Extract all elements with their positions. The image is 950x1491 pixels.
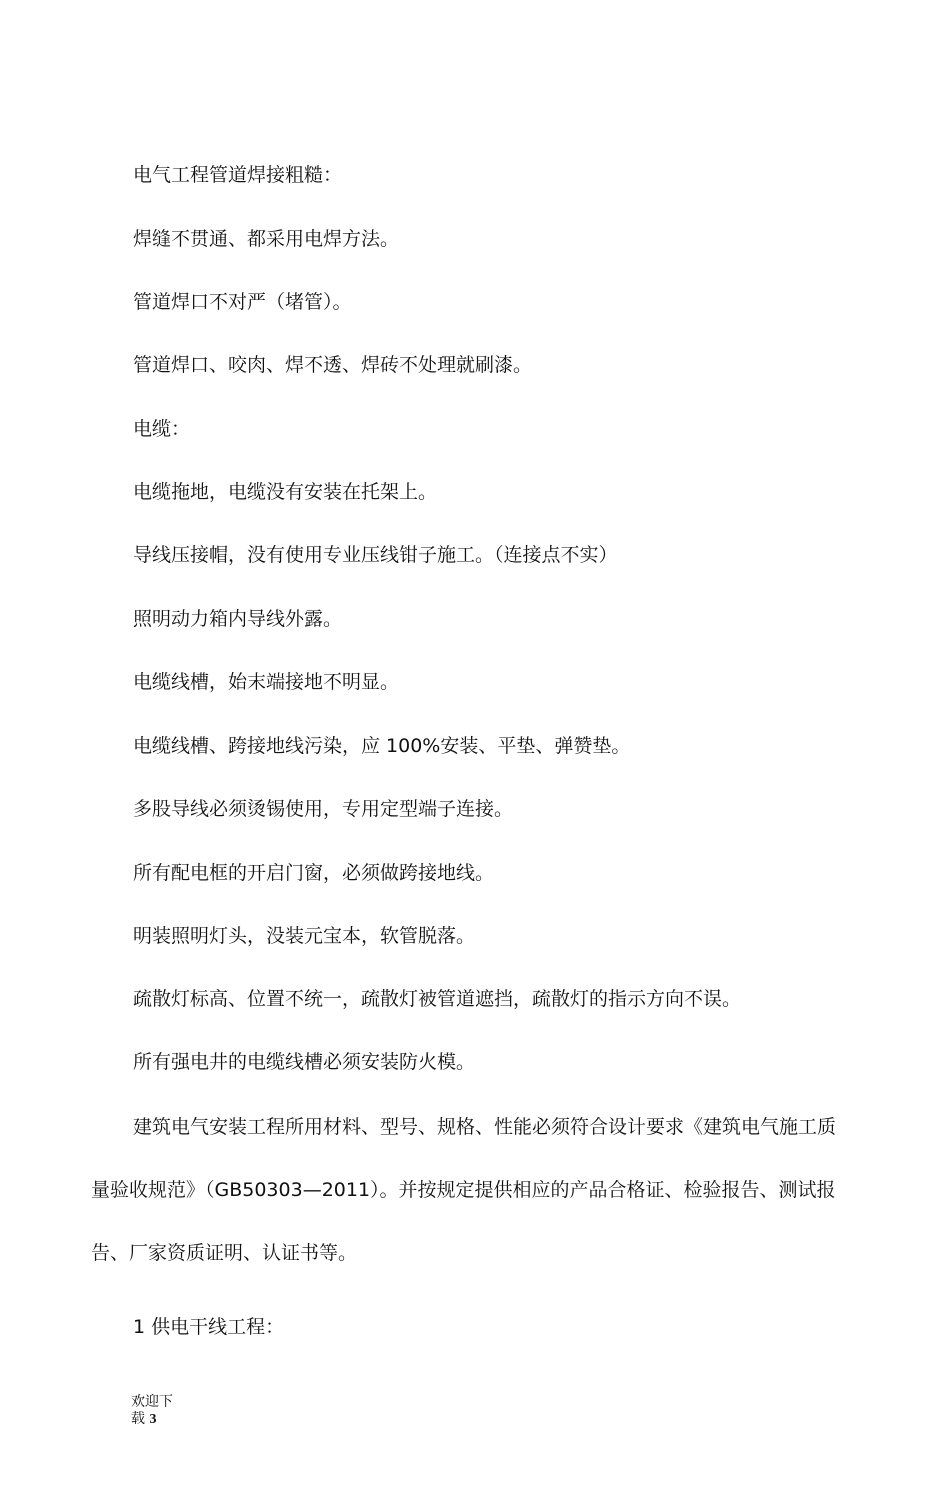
paragraph-box-wires: 照明动力箱内导线外露。 [133, 608, 343, 630]
paragraph-material-requirements [91, 1115, 871, 1304]
paragraph-crimp-cap: 导线压接帽，没有使用专业压线钳子施工。（连接点不实） [133, 544, 618, 566]
paragraph-weld-seam: 焊缝不贯通、都采用电焊方法。 [133, 228, 400, 250]
footer-line-1: 欢迎下 [131, 1394, 173, 1410]
material-line-1: 建筑电气安装工程所用材料、型号、规格、性能必须符合设计要求《建筑电气施工质 [133, 1116, 837, 1138]
section-heading-power-trunk: 1 供电干线工程： [133, 1316, 285, 1338]
paragraph-jumper-ground: 电缆线槽、跨接地线污染，应 100%安装、平垫、弹赞垫。 [133, 735, 631, 757]
paragraph-lamp-holder: 明装照明灯头，没装元宝本，软管脱落。 [133, 925, 476, 947]
page-number: 3 [149, 1412, 157, 1427]
paragraph-evacuation-lights: 疏散灯标高、位置不统一，疏散灯被管道遮挡，疏散灯的指示方向不误。 [133, 988, 742, 1010]
paragraph-weld-defects: 管道焊口、咬肉、焊不透、焊砖不处理就刷漆。 [133, 354, 533, 376]
paragraph-stranded-wire: 多股导线必须烫锡使用，专用定型端子连接。 [133, 798, 514, 820]
page-footer [131, 1394, 173, 1428]
paragraph-fire-seal: 所有强电井的电缆线槽必须安装防火模。 [133, 1051, 476, 1073]
material-line-2: 量验收规范》（GB50303—2011）。并按规定提供相应的产品合格证、检验报告、测试报 [91, 1179, 836, 1201]
paragraph-weld-alignment: 管道焊口不对严（堵管）。 [133, 291, 352, 313]
material-line-3: 告、厂家资质证明、认证书等。 [91, 1242, 358, 1264]
paragraph-trough-ground: 电缆线槽，始末端接地不明显。 [133, 671, 400, 693]
paragraph-cable-floor: 电缆拖地，电缆没有安装在托架上。 [133, 481, 438, 503]
footer-prefix: 载 [131, 1411, 150, 1427]
footer-line-2 [131, 1411, 173, 1428]
paragraph-panel-doors: 所有配电框的开启门窗，必须做跨接地线。 [133, 862, 495, 884]
paragraph-cable-heading: 电缆： [133, 418, 191, 440]
paragraph-electrical-welding: 电气工程管道焊接粗糙： [133, 164, 343, 186]
